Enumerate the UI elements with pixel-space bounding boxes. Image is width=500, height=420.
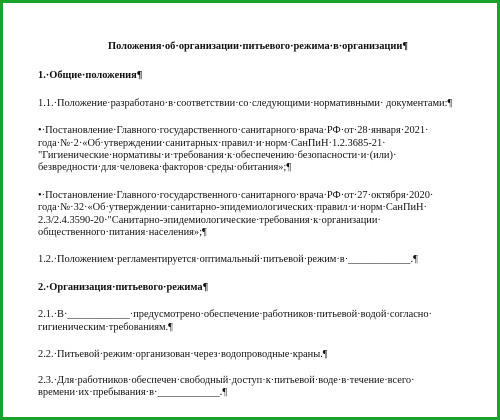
section-heading-general: 1.·Общие·положения¶ [38,70,143,82]
document-title: Положения·об·организации·питьевого·режима·в·организации¶ [108,41,408,52]
section-heading-drinking-regime: 2.·Организация·питьевого·режима¶ [38,281,209,293]
paragraph-2-2: 2.2.·Питьевой·режим·организован·через·водопроводные·краны.¶ [38,349,328,361]
document-body [38,41,468,414]
bullet-sanpin-1-2-3685-21: •·Постановление·Главного·государственного·санитарного·врача·РФ·от·28·января·2021· года·№·2·«Об·утверждении·санитарных·правил·и·норм·СанПиН·1.2.3685-21· "Гигиенические·нормативы·и·требования·к·обеспечению·безопасности·и·(или)· безвредности·для·человека·факторов·среды·обитания»;¶ [38,125,429,174]
paragraph-2-1: 2.1.·В·____________·предусмотрено·обеспечение·работников·питьевой·водой·согласно· гигиеническим·требованиям.¶ [38,309,433,333]
paragraph-1-2: 1.2.·Положением·регламентируется·оптимальный·питьевой·режим·в·____________.¶ [38,254,418,266]
paragraph-2-3: 2.3.·Для·работников·обеспечен·свободный·доступ·к·питьевой·воде·в·течение·всего· времени·их·пребывания·в·____________.¶ [38,374,415,398]
paragraph-1-1: 1.1.·Положение·разработано·в·соответствии·со·следующими·нормативными· документами:¶ [38,97,453,109]
bullet-sanpin-2-3-2-4-3590-20: •·Постановление·Главного·государственного·санитарного·врача·РФ·от·27·октября·2020· года·№·32·«Об·утверждении·санитарно-эпидемиологических·правил·и·норм·СанПиН· 2.3/2.4.3590-20·"Санитарно-эпидемиологические·требования·к·организации· общественного·питания·населения»;¶ [38,189,434,239]
